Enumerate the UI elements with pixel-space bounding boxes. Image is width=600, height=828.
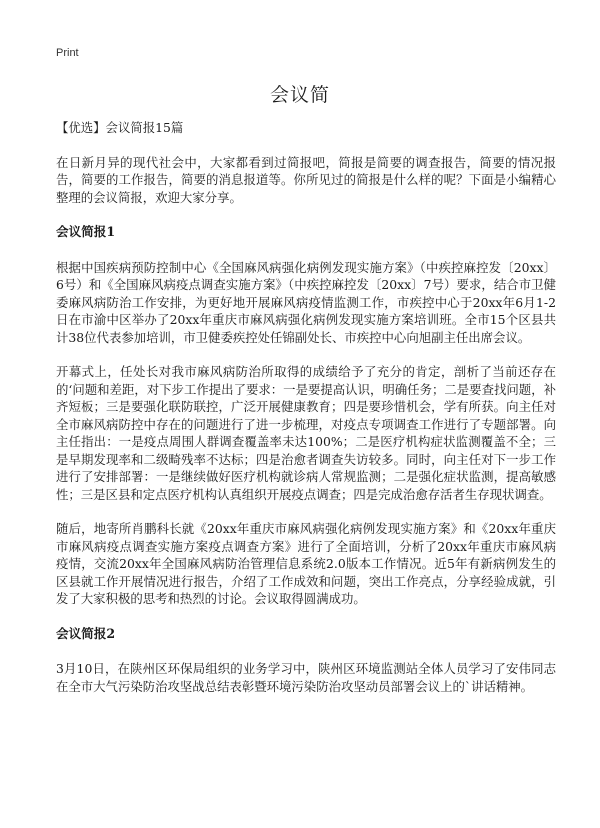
paragraph: 3月10日，在陕州区环保局组织的业务学习中，陕州区环境监测站全体人员学习了安伟同志在全市大气污染防治攻坚战总结表彰暨环境污染防治攻坚动员部署会议上的`讲话精神。 — [56, 661, 556, 694]
document-title: 会议简 — [269, 84, 330, 106]
print-link[interactable]: Print — [56, 47, 79, 59]
paragraph: 开幕式上，任处长对我市麻风病防治所取得的成绩给予了充分的肯定，剖析了当前还存在的‘问题和差距，对下步工作提出了要求：一是要提高认识，明确任务；二是要查找问题，补齐短板；三是要强化联防联控，广泛开展健康教育；四是要珍惜机会，学有所获。向主任对全市麻风病防控中存在的问题进行了进一步梳理，对疫点专项调查工作进行了专题部署。向主任指出：一是疫点周围人群调查覆盖率未达100%；二是医疗机构症状监测覆盖不全；三是早期发现率和二级畸残率不达标；四是治愈者调查失访较多。同时，向主任对下一步工作进行了安排部署：一是继续做好医疗机构就诊病人常规监测；二是强化症状监测，提高敏感性；三是区县和定点医疗机构认真组织开展疫点调查；四是完成治愈存活者生存现状调查。 — [56, 364, 556, 502]
paragraph: 根据中国疾病预防控制中心《全国麻风病强化病例发现实施方案》（中疾控麻控发〔20xx〕6号）和《全国麻风病疫点调查实施方案》（中疾控麻控发〔20xx〕7号）要求，结合市卫健委麻风病防治工作安排，为更好地开展麻风病疫情监测工作，市疾控中心于20xx年6月1-2日在市渝中区举办了20xx年重庆市麻风病强化病例发现实施方案培训班。全市15个区县共计38位代表参加培训，市卫健委疾控处任锦副处长、市疾控中心向旭副主任出席会议。 — [56, 259, 556, 345]
section-heading: 会议简报2 — [56, 625, 116, 641]
intro-paragraph: 在日新月异的现代社会中，大家都看到过简报吧，简报是简要的调查报告，简要的情况报告，简要的工作报告，简要的消息报道等。你所见过的简报是什么样的呢？下面是小编精心整理的会议简报，欢迎大家分享。 — [56, 154, 556, 205]
section-heading: 会议简报1 — [56, 224, 116, 239]
document-subtitle: 【优选】会议简报15篇 — [56, 120, 184, 135]
paragraph: 随后，地寄所肖鹏科长就《20xx年重庆市麻风病强化病例发现实施方案》和《20xx年重庆市麻风病疫点调查实施方案疫点调查方案》进行了全面培训，分析了20xx年重庆市麻风病疫情，交流20xx年全国麻风病防治管理信息系统2.0版本工作情况。近5年有新病例发生的区县就工作开展情况进行报告，介绍了工作成效和问题，突出工作亮点，分享经验成就，引发了大家积极的思考和热烈的讨论。会议取得圆满成功。 — [56, 521, 556, 606]
document-body — [56, 119, 556, 712]
